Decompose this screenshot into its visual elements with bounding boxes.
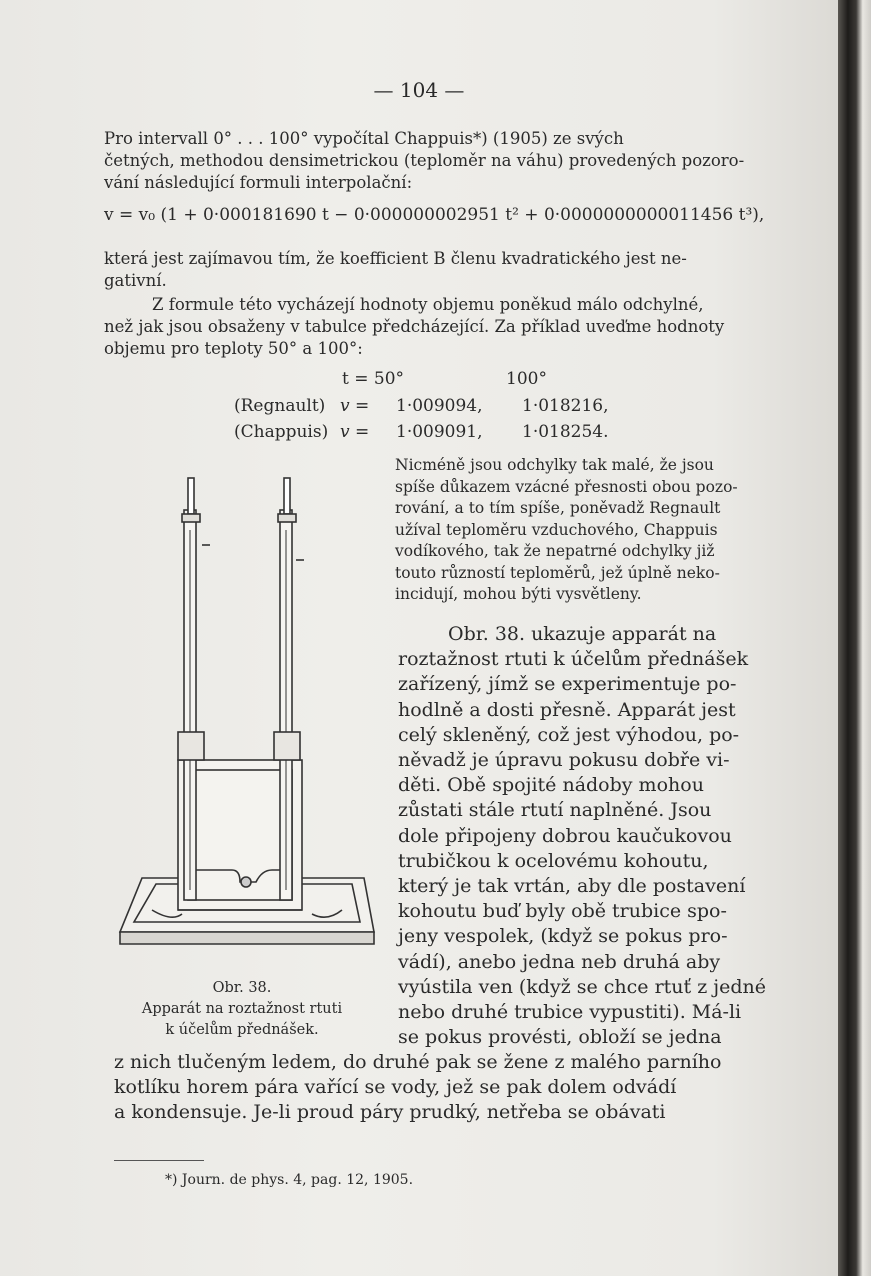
text-line: rování, a to tím spíše, poněvadž Regnault — [395, 499, 721, 517]
text-line: nebo druhé trubice vypustiti). Má-li — [398, 1001, 742, 1024]
text-line: něvadž je úpravu pokusu dobře vi- — [398, 749, 730, 772]
text-line: kotlíku horem pára vařící se vody, jež se pak dolem odvádí — [114, 1076, 677, 1099]
paragraph-values — [104, 294, 754, 360]
text-line: celý skleněný, což jest výhodou, po- — [398, 723, 740, 746]
paragraph-intro — [104, 128, 754, 194]
text-line: užíval teploměru vzduchového, Chappuis — [395, 520, 718, 539]
text-line: Obr. 38. ukazuje apparát na — [448, 623, 717, 645]
paragraph-coefficient — [104, 248, 754, 292]
footnote-divider — [114, 1160, 204, 1161]
text-line: četných, methodou densimetrickou (teploměr na váhu) provedených pozoro- — [104, 151, 745, 170]
apparatus-figure — [112, 470, 382, 970]
text-line: zůstati stále rtutí naplněné. Jsou — [398, 799, 712, 822]
text-line: dole připojeny dobrou kaučukovou — [398, 824, 732, 847]
text-line: který je tak vrtán, aby dle postavení — [398, 875, 746, 898]
table-header-t2: 100° — [506, 369, 547, 389]
text-line: gativní. — [104, 271, 167, 290]
footnote: *) Journ. de phys. 4, pag. 12, 1905. — [165, 1172, 414, 1188]
text-line: se pokus provésti, obloží se jedna — [398, 1026, 722, 1049]
text-line: hodlně a dosti přesně. Apparát jest — [398, 698, 736, 721]
text-line: spíše důkazem vzácné přesnosti obou pozo- — [395, 477, 738, 496]
table-cell-50: 1·009091, — [396, 422, 483, 442]
text-line: kohoutu buď byly obě trubice spo- — [398, 900, 727, 923]
text-line: incidují, mohou býti vysvětleny. — [395, 585, 642, 603]
text-line: vání následující formuli interpolační: — [104, 173, 413, 192]
text-line: a kondensuje. Je-li proud páry prudký, netřeba se obávati — [114, 1101, 666, 1124]
text-line: jeny vespolek, (když se pokus pro- — [398, 925, 728, 948]
table-cell-100: 1·018254. — [522, 422, 609, 442]
text-line: objemu pro teploty 50° a 100°: — [104, 339, 363, 358]
text-line: zařízený, jímž se experimentuje po- — [398, 673, 737, 696]
text-line: z nich tlučeným ledem, do druhé pak se žene z malého parního — [114, 1051, 722, 1073]
text-line: Z formule této vycházejí hodnoty objemu poněkud málo odchylné, — [152, 295, 704, 314]
caption-line: k účelům přednášek. — [165, 1022, 319, 1038]
table-header-t: t = 50° — [342, 369, 405, 389]
text-line: děti. Obě spojité nádoby mohou — [398, 774, 704, 797]
text-line: trubičkou k ocelovému kohoutu, — [398, 849, 709, 872]
paragraph-ice — [114, 1050, 764, 1126]
book-spine — [838, 0, 871, 1276]
text-line: vádí), anebo jedna neb druhá aby — [398, 950, 721, 973]
figure-caption — [112, 978, 372, 1041]
text-line: která jest zajímavou tím, že koefficient B členu kvadratického jest ne- — [104, 249, 687, 268]
caption-title: Obr. 38. — [212, 980, 272, 996]
table-row-name: (Regnault) — [234, 396, 326, 416]
table-cell-50: 1·009094, — [396, 396, 483, 416]
text-line: než jak jsou obsaženy v tabulce předcházející. Za příklad uveďme hodnoty — [104, 317, 725, 336]
paragraph-deviations — [395, 455, 760, 606]
text-line: vyústila ven (když se chce rtuť z jedné — [398, 975, 767, 998]
caption-line: Apparát na roztažnost rtuti — [141, 1001, 343, 1017]
text-line: touto růzností teploměrů, jež úplně neko- — [395, 563, 720, 582]
text-line: roztažnost rtuti k účelům přednášek — [398, 648, 749, 671]
page-number: — 104 — — [373, 78, 465, 102]
text-line: Pro intervall 0° . . . 100° vypočítal Chappuis*) (1905) ze svých — [104, 129, 624, 148]
text-line: Nicméně jsou odchylky tak malé, že jsou — [395, 456, 714, 474]
text-line: vodíkového, tak že nepatrné odchylky již — [395, 542, 715, 560]
interpolation-formula: v = v₀ (1 + 0·000181690 t − 0·000000002951 t² + 0·0000000000011456 t³), — [104, 205, 765, 225]
table-row-name: (Chappuis) — [234, 422, 329, 442]
table-row-v: v = — [340, 422, 370, 442]
table-row-v: v = — [340, 396, 370, 416]
paragraph-apparatus — [398, 622, 767, 1050]
table-cell-100: 1·018216, — [522, 396, 609, 416]
